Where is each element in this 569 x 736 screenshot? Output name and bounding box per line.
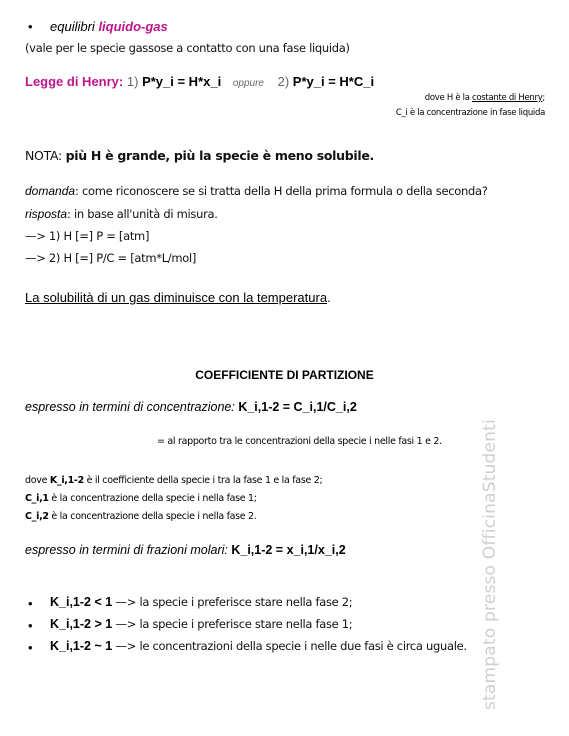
def-c2-text: è la concentrazione della specie i nella fase 2. bbox=[48, 511, 257, 522]
case-text: —> la specie i preferisce stare nella fase 1; bbox=[112, 617, 353, 631]
def-k bbox=[25, 475, 322, 486]
henry-opt1-num: 1) bbox=[126, 74, 139, 89]
conc-formula: K_i,1-2 = C_i,1/C_i,2 bbox=[238, 400, 357, 414]
henry-constant-link: costante di Henry bbox=[472, 93, 543, 103]
domanda-text: : come riconoscere se si tratta della H della prima formula o della seconda? bbox=[75, 184, 488, 198]
domanda-line bbox=[25, 184, 488, 198]
nota-label: NOTA: bbox=[25, 148, 62, 163]
ratio-explanation: = al rapporto tra le concentrazioni della specie i nelle fasi 1 e 2. bbox=[157, 436, 442, 447]
henry-def-h-suffix: ; bbox=[542, 93, 545, 103]
domanda-label: domanda bbox=[25, 184, 76, 198]
henry-formula-2: P*y_i = H*C_i bbox=[292, 74, 375, 89]
def-k-prefix: dove bbox=[25, 475, 50, 486]
nota-text: più H è grande, più la specie è meno solubile. bbox=[65, 148, 374, 163]
section-note: (vale per le specie gassose a contatto con una fase liquida) bbox=[25, 41, 350, 55]
bullet-marker: • bbox=[28, 19, 33, 34]
def-c2-symbol: C_i,2 bbox=[25, 511, 49, 522]
case-item bbox=[50, 639, 467, 653]
title-highlight: liquido-gas bbox=[98, 19, 168, 34]
solubility-period: . bbox=[327, 290, 331, 305]
bullet-marker: • bbox=[28, 618, 33, 633]
nota-line bbox=[25, 148, 374, 163]
section-title-liquid-gas bbox=[50, 19, 168, 34]
def-c1-symbol: C_i,1 bbox=[25, 493, 49, 504]
henry-opt2-num: 2) bbox=[277, 74, 290, 89]
partition-heading: COEFFICIENTE DI PARTIZIONE bbox=[195, 368, 374, 382]
henry-formula-1: P*y_i = H*x_i bbox=[142, 74, 222, 89]
henry-label: Legge di Henry: bbox=[25, 74, 124, 89]
case-condition: K_i,1-2 < 1 bbox=[50, 595, 113, 609]
molar-label: espresso in termini di frazioni molari: bbox=[25, 543, 228, 557]
conc-label: espresso in termini di concentrazione: bbox=[25, 400, 235, 414]
henry-def-c: C_i è la concentrazione in fase liquida bbox=[395, 108, 545, 118]
def-c1 bbox=[25, 493, 257, 504]
def-k-symbol: K_i,1-2 bbox=[49, 475, 84, 486]
watermark: stampato presso OfficinaStudenti bbox=[480, 419, 500, 710]
risposta-label: risposta bbox=[25, 207, 68, 221]
henry-def-h bbox=[425, 93, 545, 103]
henry-def-h-prefix: dove H è la bbox=[424, 93, 470, 103]
case-text: —> la specie i preferisce stare nella fase 2; bbox=[112, 595, 353, 609]
title-prefix: equilibri bbox=[50, 19, 95, 34]
answer-line-2: —> 2) H [=] P/C = [atm*L/mol] bbox=[25, 251, 197, 265]
risposta-line bbox=[25, 207, 218, 221]
molar-expression-line bbox=[25, 543, 346, 557]
def-c2 bbox=[25, 511, 257, 522]
case-item bbox=[50, 595, 352, 609]
def-k-text: è il coefficiente della specie i tra la fase 1 e la fase 2; bbox=[83, 475, 323, 486]
bullet-marker: • bbox=[28, 640, 33, 655]
solubility-statement bbox=[25, 290, 331, 305]
answer-line-1: —> 1) H [=] P = [atm] bbox=[25, 229, 150, 243]
def-c1-text: è la concentrazione della specie i nella fase 1; bbox=[48, 493, 257, 504]
henry-law-line bbox=[25, 74, 374, 89]
bullet-marker: • bbox=[28, 596, 33, 611]
case-condition: K_i,1-2 ~ 1 bbox=[50, 639, 113, 653]
molar-formula: K_i,1-2 = x_i,1/x_i,2 bbox=[231, 543, 346, 557]
conc-expression-line bbox=[25, 400, 357, 414]
case-item bbox=[50, 617, 352, 631]
henry-or: oppure bbox=[232, 78, 264, 89]
solubility-text: La solubilità di un gas diminuisce con la temperatura bbox=[25, 290, 328, 305]
case-text: —> le concentrazioni della specie i nelle due fasi è circa uguale. bbox=[112, 639, 467, 653]
case-condition: K_i,1-2 > 1 bbox=[50, 617, 113, 631]
risposta-text: : in base all'unità di misura. bbox=[67, 207, 218, 221]
